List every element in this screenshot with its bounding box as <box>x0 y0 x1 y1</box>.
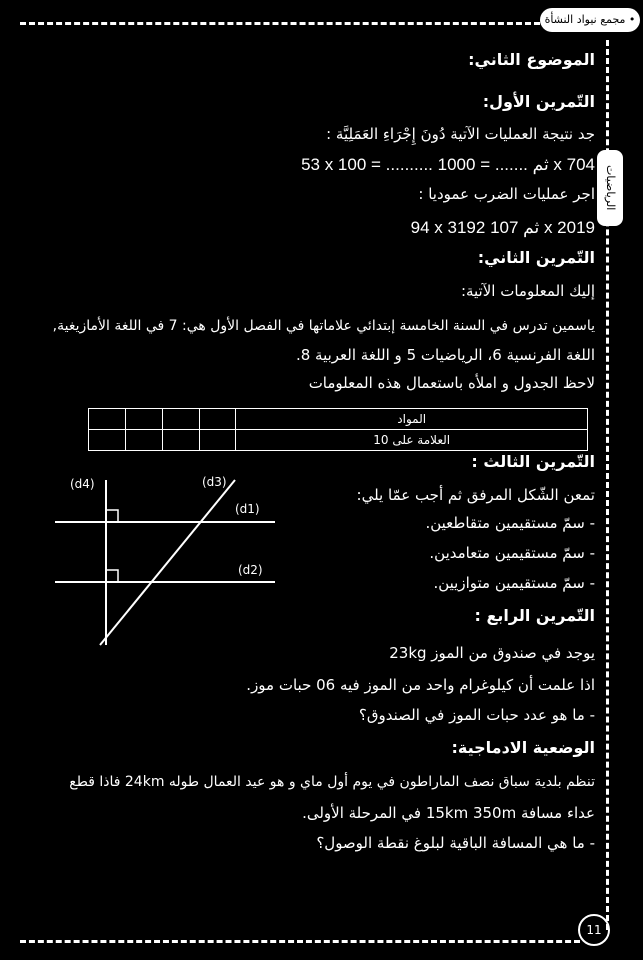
table-cell[interactable] <box>199 430 236 451</box>
table-cell[interactable] <box>125 409 162 430</box>
label-d2: (d2) <box>238 563 263 577</box>
table-cell[interactable] <box>89 430 126 451</box>
table-row <box>89 409 588 430</box>
label-d3: (d3) <box>202 475 227 489</box>
right-angle-mark <box>106 570 118 582</box>
page-number: 11 <box>578 914 610 946</box>
table-row <box>89 430 588 451</box>
right-angle-mark <box>106 510 118 522</box>
integration-paragraph-2: عداء مسافة 15km 350m في المرحلة الأولى. <box>302 804 595 822</box>
exercise-3-question-a: - سمّ مستقيمين متقاطعين. <box>425 514 595 532</box>
exercise-1-instruction: جد نتيجة العمليات الآتية دُونَ إِجْرَاءِ العَمَلِيَّة : <box>326 125 595 143</box>
exercise-4-paragraph-2: اذا علمت أن كيلوغرام واحد من الموز فيه 06 حبات موز. <box>246 676 595 694</box>
exercise-1-instruction-2: اجر عمليات الضرب عموديا : <box>418 185 595 203</box>
table-row-header-grade: العلامة على 10 <box>236 430 588 451</box>
exercise-4-title: التّمرين الرابع : <box>474 606 595 625</box>
exercise-3-question-c: - سمّ مستقيمين متوازيين. <box>433 574 595 592</box>
exercise-2-paragraph-3: لاحظ الجدول و املأه باستعمال هذه المعلومات <box>308 374 595 392</box>
table-row-header-subjects: المواد <box>236 409 588 430</box>
exercise-1-operations: 53 x 100 = .......... ثم ....... = 1000 x 704 <box>301 155 595 174</box>
exercise-3-instruction: تمعن الشّكل المرفق ثم أجب عمّا يلي: <box>356 486 595 504</box>
bottom-dashed-border <box>20 940 580 943</box>
line-d3 <box>100 480 235 645</box>
label-d1: (d1) <box>235 502 260 516</box>
table-cell[interactable] <box>125 430 162 451</box>
integration-question: - ما هي المسافة الباقية لبلوغ نقطة الوصول؟ <box>316 834 595 852</box>
table-cell[interactable] <box>89 409 126 430</box>
exercise-1-title: التّمرين الأول: <box>482 92 595 111</box>
side-subject-tab: الرياضيات <box>597 150 623 226</box>
exercise-4-question: - ما هو عدد حبات الموز في الصندوق؟ <box>358 706 595 724</box>
table-cell[interactable] <box>162 409 199 430</box>
subject-two-title: الموضوع الثاني: <box>468 50 595 69</box>
exercise-1-operations-2: 94 x 3192 ثم 107 x 2019 <box>410 218 595 237</box>
integration-paragraph-1: تنظم بلدية سباق نصف الماراطون في يوم أول ماي و هو عيد العمال طوله 24km فاذا قطع <box>69 774 595 790</box>
exercise-2-paragraph-1: ياسمين تدرس في السنة الخامسة إبتدائي علاماتها في الفصل الأول هي: 7 في اللغة الأمازيغية, <box>52 318 595 334</box>
label-d4: (d4) <box>70 477 95 491</box>
exercise-2-title: التّمرين الثاني: <box>477 248 595 267</box>
header-badge: • مجمع نيواد النشأة ق <box>540 8 640 32</box>
exercise-2-paragraph-2: اللغة الفرنسية 6، الرياضيات 5 و اللغة العربية 8. <box>295 346 595 364</box>
lines-figure <box>50 470 280 650</box>
grades-table <box>88 408 588 451</box>
exercise-2-intro: إليك المعلومات الآتية: <box>460 282 595 300</box>
top-dashed-border <box>20 22 540 25</box>
table-cell[interactable] <box>162 430 199 451</box>
table-cell[interactable] <box>199 409 236 430</box>
exercise-3-title: التّمرين الثالث : <box>471 452 595 471</box>
integration-title: الوضعية الادماجية: <box>451 738 595 757</box>
exercise-4-paragraph-1: يوجد في صندوق من الموز 23kg <box>389 644 595 662</box>
exercise-3-question-b: - سمّ مستقيمين متعامدين. <box>429 544 595 562</box>
